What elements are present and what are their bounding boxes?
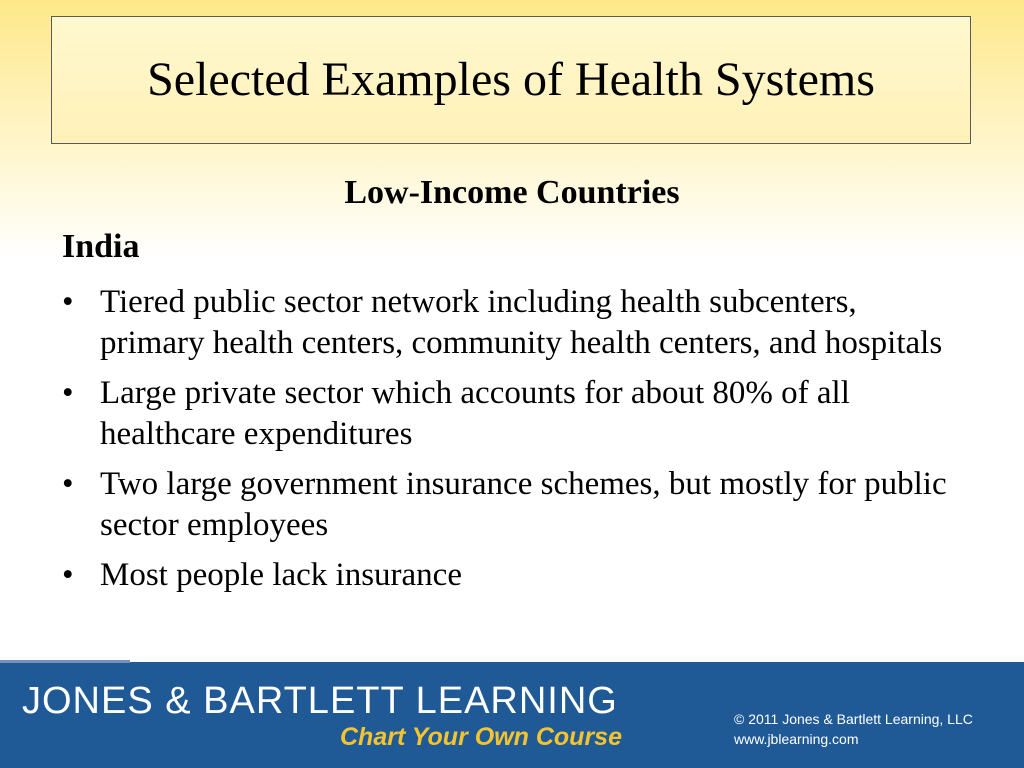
slide-title: Selected Examples of Health Systems	[147, 53, 875, 106]
publisher-logo-text: JONES & BARTLETT LEARNING	[22, 680, 618, 722]
copyright-block	[734, 709, 973, 749]
bullet-marker: •	[62, 375, 74, 411]
bullet-item	[62, 373, 962, 455]
publisher-tagline: Chart Your Own Course	[340, 723, 622, 751]
country-heading: India	[62, 228, 140, 265]
copyright-text: © 2011 Jones & Bartlett Learning, LLC	[734, 711, 973, 727]
bullet-list	[62, 282, 962, 605]
bullet-text: Two large government insurance schemes, but mostly for public sector employees	[100, 466, 947, 543]
section-subheading: Low-Income Countries	[344, 174, 680, 211]
bullet-marker: •	[62, 466, 74, 502]
bullet-item	[62, 555, 962, 596]
bullet-text: Tiered public sector network including health subcenters, primary health centers, community health centers, and hospitals	[100, 284, 943, 361]
footer-accent-tab	[0, 660, 130, 663]
bullet-marker: •	[62, 284, 74, 320]
website-link[interactable]: www.jblearning.com	[734, 731, 859, 747]
bullet-item	[62, 464, 962, 546]
bullet-text: Most people lack insurance	[100, 557, 462, 593]
title-box	[51, 16, 971, 144]
footer-banner	[0, 662, 1024, 768]
bullet-item	[62, 282, 962, 364]
bullet-text: Large private sector which accounts for about 80% of all healthcare expenditures	[100, 375, 850, 452]
bullet-marker: •	[62, 557, 74, 593]
